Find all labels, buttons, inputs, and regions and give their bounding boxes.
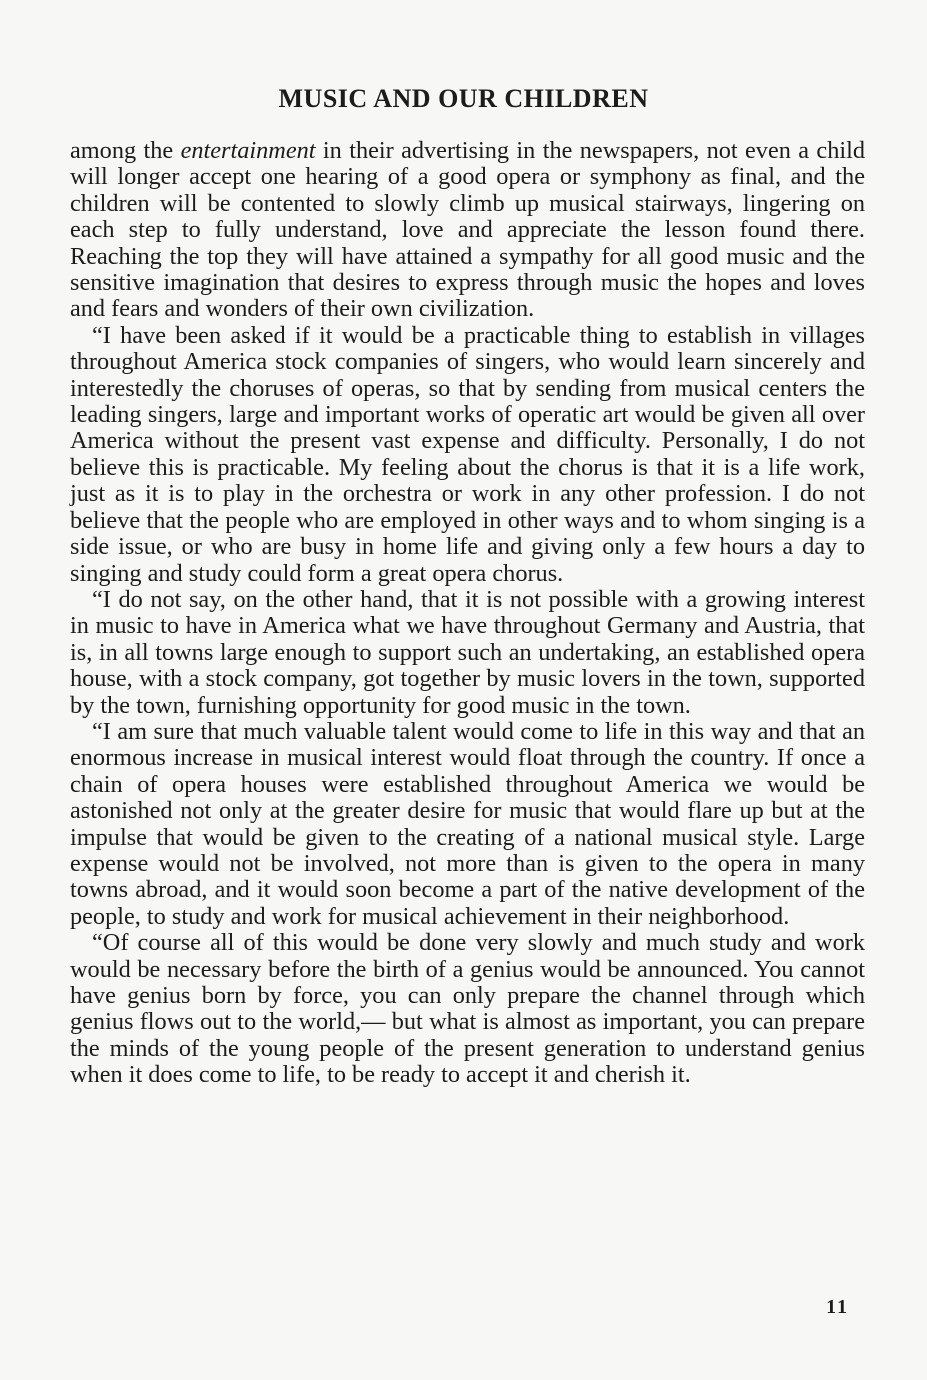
paragraph-3: “I do not say, on the other hand, that it is not possible with a growing interest in music to have in America what we have throughout Germany and Austria, that is, in all towns large enough to support such an undertaking, an established opera house, with a stock company, got together by music lovers in the town, supported by the town, furnishing opportunity for good music in the town. [70,585,865,719]
paragraph-1-lead: among the [70,137,181,164]
running-title: MUSIC AND OUR CHILDREN [278,84,649,113]
paragraph-2: “I have been asked if it would be a practicable thing to establish in villages throughout America stock companies of singers, who would learn sincerely and interestedly the choruses of operas, so that by sending from musical centers the leading singers, large and important works of operatic art would be given all over America without the present vast expense and difficulty. Personally, I do not believe this is practicable. My feeling about the chorus is that it is a life work, just as it is to play in the orchestra or work in any other profession. I do not believe that the people who are employed in other ways and to whom singing is a side issue, or who are busy in home life and giving only a few hours a day to singing and study could form a great opera chorus. [70,321,865,587]
paragraph-4: “I am sure that much valuable talent would come to life in this way and that an enormous increase in musical interest would float through the country. If once a chain of opera houses were established throughout America we would be astonished not only at the greater desire for music that would flare up but at the impulse that would be given to the creating of a national musical style. Large expense would not be involved, not more than is given to the opera in many towns abroad, and it would soon become a part of the native development of the people, to study and work for musical achievement in their neighborhood. [70,717,865,930]
paragraph-1-rest: in their advertising in the newspapers, not even a child will longer accept one hearing of a good opera or symphony as final, and the children will be contented to slowly climb up musical stairways, lingering on each step to fully understand, love and appreciate the lesson found there. Reaching the top they will have attained a sympathy for all good music and the sensitive imagination that desires to express through music the hopes and loves and fears and wonders of their own civilization. [70,137,865,323]
paragraph-1 [70,138,865,323]
body-text [70,138,865,1089]
page-number: 11 [826,1296,849,1318]
paragraph-5: “Of course all of this would be done very slowly and much study and work would be necessary before the birth of a genius would be announced. You cannot have genius born by force, you can only prepare the channel through which genius flows out to the world,— but what is almost as important, you can prepare the minds of the young people of the present generation to understand genius when it does come to life, to be ready to accept it and cherish it. [70,929,865,1089]
italic-word: entertainment [180,137,316,164]
